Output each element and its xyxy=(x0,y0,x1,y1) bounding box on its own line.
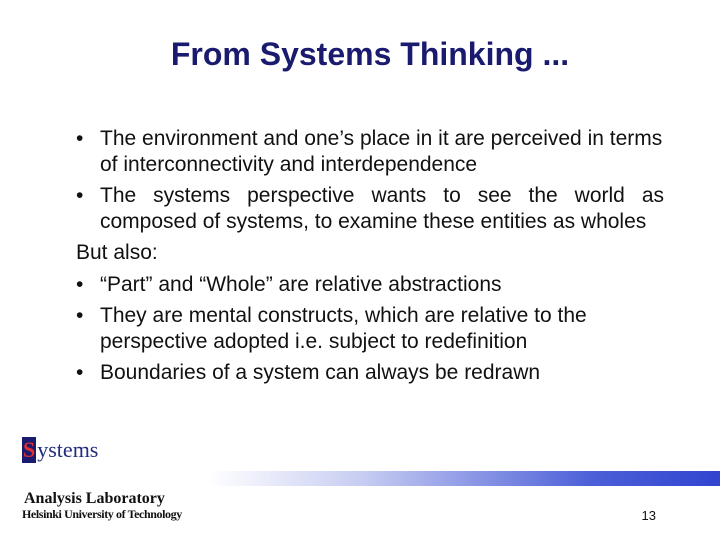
bullet-text: The environment and one’s place in it are perceived in terms of interconnectivity and interdependence xyxy=(100,127,663,176)
bullet-item xyxy=(76,303,664,354)
logo-wordmark xyxy=(22,437,98,463)
bullet-text: Boundaries of a system can always be redrawn xyxy=(100,361,541,384)
bullet-text: They are mental constructs, which are relative to the perspective adopted i.e. subject to redefinition xyxy=(100,304,587,353)
bullet-icon: • xyxy=(76,127,84,150)
bullet-icon: • xyxy=(76,184,84,207)
bullet-item xyxy=(76,360,664,386)
bullet-item xyxy=(76,272,664,298)
logo-university: Helsinki University of Technology xyxy=(22,507,182,521)
slide-title: From Systems Thinking ... xyxy=(170,36,570,72)
lab-logo xyxy=(22,437,222,527)
bullet-icon: • xyxy=(76,304,84,327)
bullet-item xyxy=(76,126,664,177)
page-number: 13 xyxy=(641,508,656,523)
section-label: But also: xyxy=(76,241,158,264)
slide-body xyxy=(76,126,664,392)
bullet-text: “Part” and “Whole” are relative abstractions xyxy=(100,272,502,296)
bullet-icon: • xyxy=(76,272,84,296)
logo-lab-name: Analysis Laboratory xyxy=(24,490,165,507)
logo-word-rest: ystems xyxy=(37,437,99,462)
bullet-item xyxy=(76,183,664,234)
logo-initial: S xyxy=(23,437,36,462)
bullet-text: The systems perspective wants to see the world as composed of systems, to examine these entities as wholes xyxy=(100,184,664,233)
footer-gradient-bar xyxy=(208,471,720,486)
bullet-icon: • xyxy=(76,361,84,384)
